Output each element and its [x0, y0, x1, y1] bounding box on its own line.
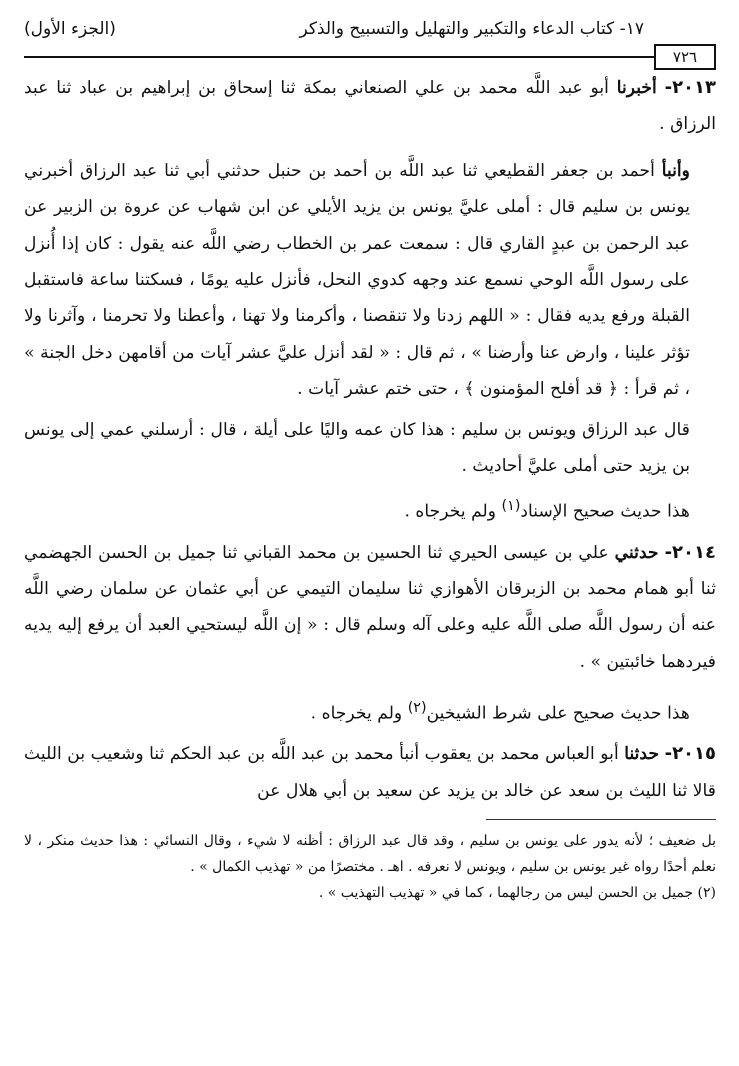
paragraph-text: ولم يخرجاه . — [404, 502, 502, 523]
page — [24, 14, 716, 906]
hadith-2013 — [24, 70, 716, 143]
hadith-2014 — [24, 535, 716, 681]
grading-statement — [24, 690, 716, 732]
hadith-number: ٢٠١٣- — [664, 77, 717, 98]
volume-label: (الجزء الأول) — [24, 19, 116, 39]
footnotes — [24, 828, 716, 906]
transmission-word: وأنبأ — [661, 160, 690, 181]
transmission-word: حدثني — [614, 542, 659, 563]
running-header — [24, 14, 716, 44]
chain-paragraph — [24, 153, 716, 408]
hadith-number: ٢٠١٤- — [664, 541, 716, 563]
transmission-word: حدثنا — [624, 744, 660, 765]
paragraph-text: هذا حديث صحيح على شرط الشيخين — [426, 703, 690, 724]
main-text — [24, 70, 716, 809]
footnote-2: (٢) جميل بن الحسن ليس من رجالهما ، كما في « تهذيب التهذيب » . — [318, 885, 716, 902]
paragraph-text: ولم يخرجاه . — [310, 703, 408, 724]
transmission-word: أخبرنا — [616, 78, 657, 98]
header-divider — [24, 56, 654, 58]
narrator-note — [24, 412, 716, 485]
paragraph-text: أحمد بن جعفر القطيعي ثنا عبد اللَّه بن أحمد بن حنبل حدثني أبي ثنا عبد الرزاق أخبرني يونس بن سليم قال : أملى عليَّ يونس بن يزيد الأيلي عن ابن شهاب عن عروة بن الزبير عن عبد الرحمن بن عبدٍ القاري قال : سمعت عمر بن الخطاب رضي اللَّه عنه يقول : كان إذا أُنزل على رسول اللَّه الوحي نسمع عند وجهه كدوي النحل، فأنزل عليه يومًا ، فسكتنا ساعة فاستقبل القبلة ورفع يديه فقال : « اللهم زدنا ولا تنقصنا ، وأكرمنا ولا تهنا ، وأعطنا ولا تحرمنا ، وآثرنا ولا تؤثر علينا ، وارض عنا وأرضنا » ، ثم قال : « لقد أنزل عليَّ عشر آيات من أقامهن دخل الجنة » ، ثم قرأ : ﴿ قد أفلح المؤمنون ﴾ ، حتى ختم عشر آيات . — [24, 160, 690, 400]
footnote-ref-1[interactable]: (١) — [501, 498, 521, 515]
hadith-number: ٢٠١٥- — [664, 743, 717, 765]
chapter-title: ١٧- كتاب الدعاء والتكبير والتهليل والتسبيح والذكر — [299, 19, 644, 39]
hadith-2015 — [24, 736, 716, 809]
paragraph-text: قال عبد الرزاق ويونس بن سليم : هذا كان عمه واليًا على أيلة ، قال : أرسلني عمي إلى يونس بن يزيد حتى أملى عليَّ أحاديث . — [24, 419, 690, 477]
footnote-ref-2[interactable]: (٢) — [407, 700, 427, 717]
footnote-divider — [486, 819, 716, 820]
header-rule — [24, 46, 716, 68]
page-number: ٧٢٦ — [654, 44, 716, 70]
paragraph-text: أبو العباس محمد بن يعقوب أنبأ محمد بن عبد اللَّه بن عبد الحكم ثنا وشعيب بن الليث قالا ثنا الليث بن سعد عن خالد بن يزيد عن سعيد بن أبي هلال عن — [24, 744, 716, 801]
paragraph-text: هذا حديث صحيح الإسناد — [520, 502, 690, 523]
paragraph-text: أبو عبد اللَّه محمد بن علي الصنعاني بمكة ثنا إسحاق بن إبراهيم بن عباد ثنا عبد الرزاق . — [24, 78, 716, 135]
footnote-1: بل ضعيف ؛ لأنه يدور على يونس بن سليم ، وقد قال عبد الرزاق : أظنه لا شيء ، وقال النسائي : هذا حديث منكر ، لا نعلم أحدًا رواه غير يونس بن سليم ، ويونس لا نعرفه . اهـ . مختصرًا من « تهذيب الكمال » . — [24, 833, 716, 876]
grading-statement — [24, 488, 716, 530]
paragraph-text: علي بن عيسى الحيري ثنا الحسين بن محمد القباني ثنا جميل بن الحسن الجهضمي ثنا أبو همام محمد بن الزبرقان الأهوازي ثنا سليمان التيمي عن أبي عثمان عن سلمان رضي اللَّه عنه أن رسول اللَّه صلى اللَّه عليه وعلى آله وسلم قال : « إن اللَّه ليستحيي العبد أن يرفع إليه يديه فيردهما خائبتين » . — [24, 542, 716, 672]
